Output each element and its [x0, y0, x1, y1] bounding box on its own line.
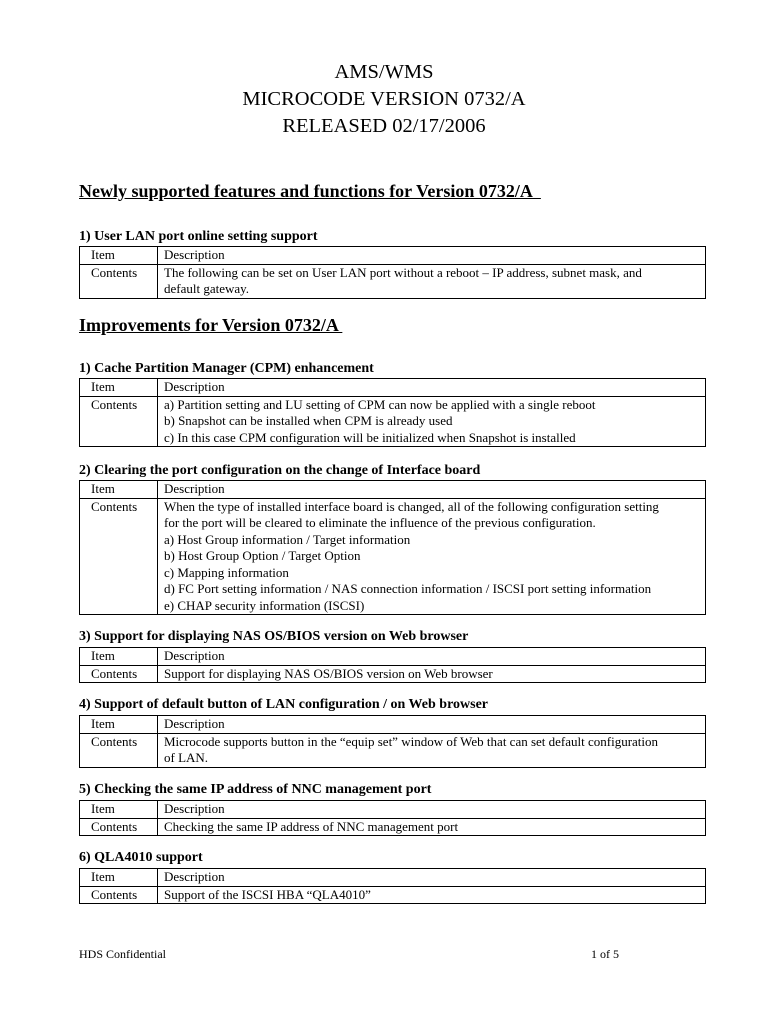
description-line: of LAN.	[164, 750, 209, 765]
table-row-label: Contents	[80, 818, 158, 836]
description-line: d) FC Port setting information / NAS connection information / ISCSI port setting information	[164, 581, 652, 596]
improvement-table	[79, 647, 706, 683]
description-line: for the port will be cleared to eliminate the influence of the previous configuration.	[164, 515, 596, 530]
table-header-row	[80, 481, 706, 499]
table-header-item: Item	[80, 869, 158, 887]
item-title: 4) Support of default button of LAN configuration / on Web browser	[79, 697, 489, 712]
section-heading-new-features: Newly supported features and functions for Version 0732/A	[79, 181, 541, 201]
table-header-row	[80, 801, 706, 819]
table-header-description: Description	[158, 716, 706, 734]
table-row-label: Contents	[80, 264, 158, 298]
table-row-description	[158, 733, 706, 767]
table-row	[80, 818, 706, 836]
description-line: Checking the same IP address of NNC management port	[164, 818, 459, 834]
table-row	[80, 665, 706, 683]
improvement-table	[79, 378, 706, 447]
table-header-description: Description	[158, 379, 706, 397]
title-line-2: MICROCODE VERSION 0732/A	[242, 88, 526, 110]
description-line: default gateway.	[164, 281, 250, 296]
description-line: b) Host Group Option / Target Option	[164, 548, 361, 563]
table-header-item: Item	[80, 247, 158, 265]
item-title: 3) Support for displaying NAS OS/BIOS version on Web browser	[79, 629, 469, 644]
item-title: 6) QLA4010 support	[79, 850, 203, 865]
description-line: b) Snapshot can be installed when CPM is already used	[164, 413, 453, 428]
table-header-description: Description	[158, 869, 706, 887]
table-header-row	[80, 379, 706, 397]
table-row-description	[158, 396, 706, 447]
description-line: c) Mapping information	[164, 564, 289, 580]
table-header-item: Item	[80, 481, 158, 499]
improvement-table	[79, 868, 706, 904]
table-row-label: Contents	[80, 396, 158, 447]
table-row	[80, 396, 706, 447]
table-row	[80, 264, 706, 298]
table-row-description	[158, 886, 706, 904]
table-row-label: Contents	[80, 498, 158, 615]
table-header-description: Description	[158, 247, 706, 265]
table-row	[80, 733, 706, 767]
item-title: 1) User LAN port online setting support	[79, 229, 318, 244]
title-line-3: RELEASED 02/17/2006	[282, 115, 486, 137]
table-row-description	[158, 665, 706, 683]
table-header-row	[80, 648, 706, 666]
table-row-label: Contents	[80, 665, 158, 683]
title-line-1: AMS/WMS	[334, 61, 434, 83]
table-header-row	[80, 247, 706, 265]
description-line: Microcode supports button in the “equip set” window of Web that can set default configuration	[164, 733, 659, 749]
section-heading-improvements: Improvements for Version 0732/A	[79, 315, 343, 335]
table-row-description	[158, 264, 706, 298]
description-line: When the type of installed interface board is changed, all of the following configuration setting	[164, 498, 659, 514]
description-line: Support of the ISCSI HBA “QLA4010”	[164, 886, 371, 902]
description-line: a) Partition setting and LU setting of CPM can now be applied with a single reboot	[164, 396, 596, 412]
document-title	[0, 59, 768, 140]
item-title: 5) Checking the same IP address of NNC management port	[79, 782, 432, 797]
table-header-description: Description	[158, 648, 706, 666]
table-row	[80, 886, 706, 904]
table-header-description: Description	[158, 801, 706, 819]
table-row-description	[158, 498, 706, 615]
description-line: e) CHAP security information (ISCSI)	[164, 597, 365, 613]
description-line: The following can be set on User LAN port without a reboot – IP address, subnet mask, and	[164, 264, 642, 280]
table-row	[80, 498, 706, 615]
table-row-label: Contents	[80, 733, 158, 767]
footer-page-number: 1 of 5	[591, 947, 619, 961]
improvement-table	[79, 800, 706, 836]
description-line: c) In this case CPM configuration will be initialized when Snapshot is installed	[164, 429, 576, 445]
table-header-description: Description	[158, 481, 706, 499]
table-header-item: Item	[80, 379, 158, 397]
table-header-item: Item	[80, 648, 158, 666]
item-title: 2) Clearing the port configuration on the change of Interface board	[79, 463, 481, 478]
table-header-item: Item	[80, 801, 158, 819]
footer-confidential: HDS Confidential	[79, 947, 166, 961]
feature-table	[79, 246, 706, 299]
table-header-row	[80, 716, 706, 734]
table-row-label: Contents	[80, 886, 158, 904]
improvement-table	[79, 480, 706, 615]
table-header-row	[80, 869, 706, 887]
description-line: a) Host Group information / Target information	[164, 531, 411, 547]
table-row-description	[158, 818, 706, 836]
item-title: 1) Cache Partition Manager (CPM) enhancement	[79, 361, 374, 376]
improvement-table	[79, 715, 706, 768]
table-header-item: Item	[80, 716, 158, 734]
description-line: Support for displaying NAS OS/BIOS version on Web browser	[164, 665, 493, 681]
